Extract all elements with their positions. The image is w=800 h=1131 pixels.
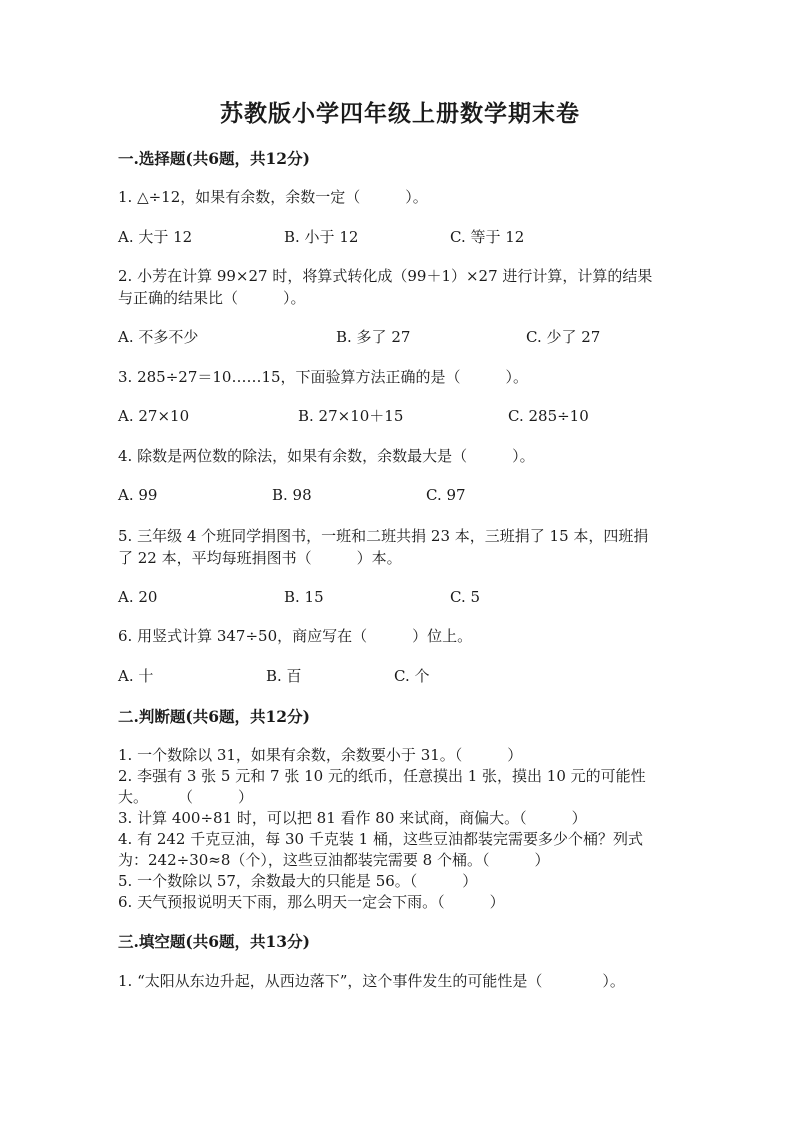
- question-4-option-b: B. 98: [272, 486, 312, 504]
- question-4-option-c: C. 97: [426, 486, 466, 504]
- question-5-line-2: 了 22 本，平均每班捐图书（ ）本。: [118, 549, 402, 567]
- question-2-line-1: 2. 小芳在计算 99×27 时，将算式转化成（99＋1）×27 进行计算，计算的结果: [118, 267, 653, 285]
- question-3-option-c: C. 285÷10: [508, 407, 589, 425]
- judgement-line-4: 3. 计算 400÷81 时，可以把 81 看作 80 来试商，商偏大。（ ）: [118, 809, 587, 827]
- judgement-line-7: 5. 一个数除以 57，余数最大的只能是 56。（ ）: [118, 872, 478, 890]
- judgement-line-1: 1. 一个数除以 31，如果有余数，余数要小于 31。（ ）: [118, 746, 523, 764]
- question-5-option-c: C. 5: [450, 588, 481, 606]
- question-5-line-1: 5. 三年级 4 个班同学捐图书，一班和二班共捐 23 本，三班捐了 15 本，四班捐: [118, 527, 649, 545]
- question-2-option-a: A. 不多不少: [118, 328, 199, 346]
- question-3-option-a: A. 27×10: [118, 407, 190, 425]
- question-6-option-a: A. 十: [118, 667, 154, 685]
- question-5-option-a: A. 20: [118, 588, 158, 606]
- question-3-option-b: B. 27×10＋15: [298, 407, 404, 425]
- question-2-option-c: C. 少了 27: [526, 328, 601, 346]
- question-1: 1. △÷12，如果有余数，余数一定（ ）。: [118, 188, 428, 206]
- judgement-line-8: 6. 天气预报说明天下雨，那么明天一定会下雨。（ ）: [118, 893, 505, 911]
- section-heading-choice: 一.选择题(共6题，共12分): [118, 149, 310, 168]
- question-6-option-b: B. 百: [266, 667, 302, 685]
- question-3: 3. 285÷27＝10……15，下面验算方法正确的是（ ）。: [118, 368, 529, 386]
- question-5-option-b: B. 15: [284, 588, 324, 606]
- question-1-option-a: A. 大于 12: [118, 228, 193, 246]
- section-heading-judgement: 二.判断题(共6题，共12分): [118, 707, 310, 726]
- fill-in-question-1: 1. “太阳从东边升起，从西边落下”，这个事件发生的可能性是（ ）。: [118, 972, 625, 990]
- judgement-line-6: 为：242÷30≈8（个），这些豆油都装完需要 8 个桶。（ ）: [118, 851, 550, 869]
- question-6-option-c: C. 个: [394, 667, 430, 685]
- question-1-option-b: B. 小于 12: [284, 228, 359, 246]
- question-2-line-2: 与正确的结果比（ ）。: [118, 289, 306, 307]
- question-4: 4. 除数是两位数的除法，如果有余数，余数最大是（ ）。: [118, 447, 535, 465]
- question-4-option-a: A. 99: [118, 486, 158, 504]
- question-2-option-b: B. 多了 27: [336, 328, 411, 346]
- exam-title: 苏教版小学四年级上册数学期末卷: [220, 100, 580, 127]
- judgement-line-5: 4. 有 242 千克豆油，每 30 千克装 1 桶，这些豆油都装完需要多少个桶？列式: [118, 830, 643, 848]
- judgement-line-3: 大。 （ ）: [118, 788, 254, 806]
- question-6: 6. 用竖式计算 347÷50，商应写在（ ）位上。: [118, 627, 473, 645]
- question-1-option-c: C. 等于 12: [450, 228, 525, 246]
- judgement-line-2: 2. 李强有 3 张 5 元和 7 张 10 元的纸币，任意摸出 1 张，摸出 10 元的可能性: [118, 767, 646, 785]
- section-heading-fill-in: 三.填空题(共6题，共13分): [118, 932, 310, 951]
